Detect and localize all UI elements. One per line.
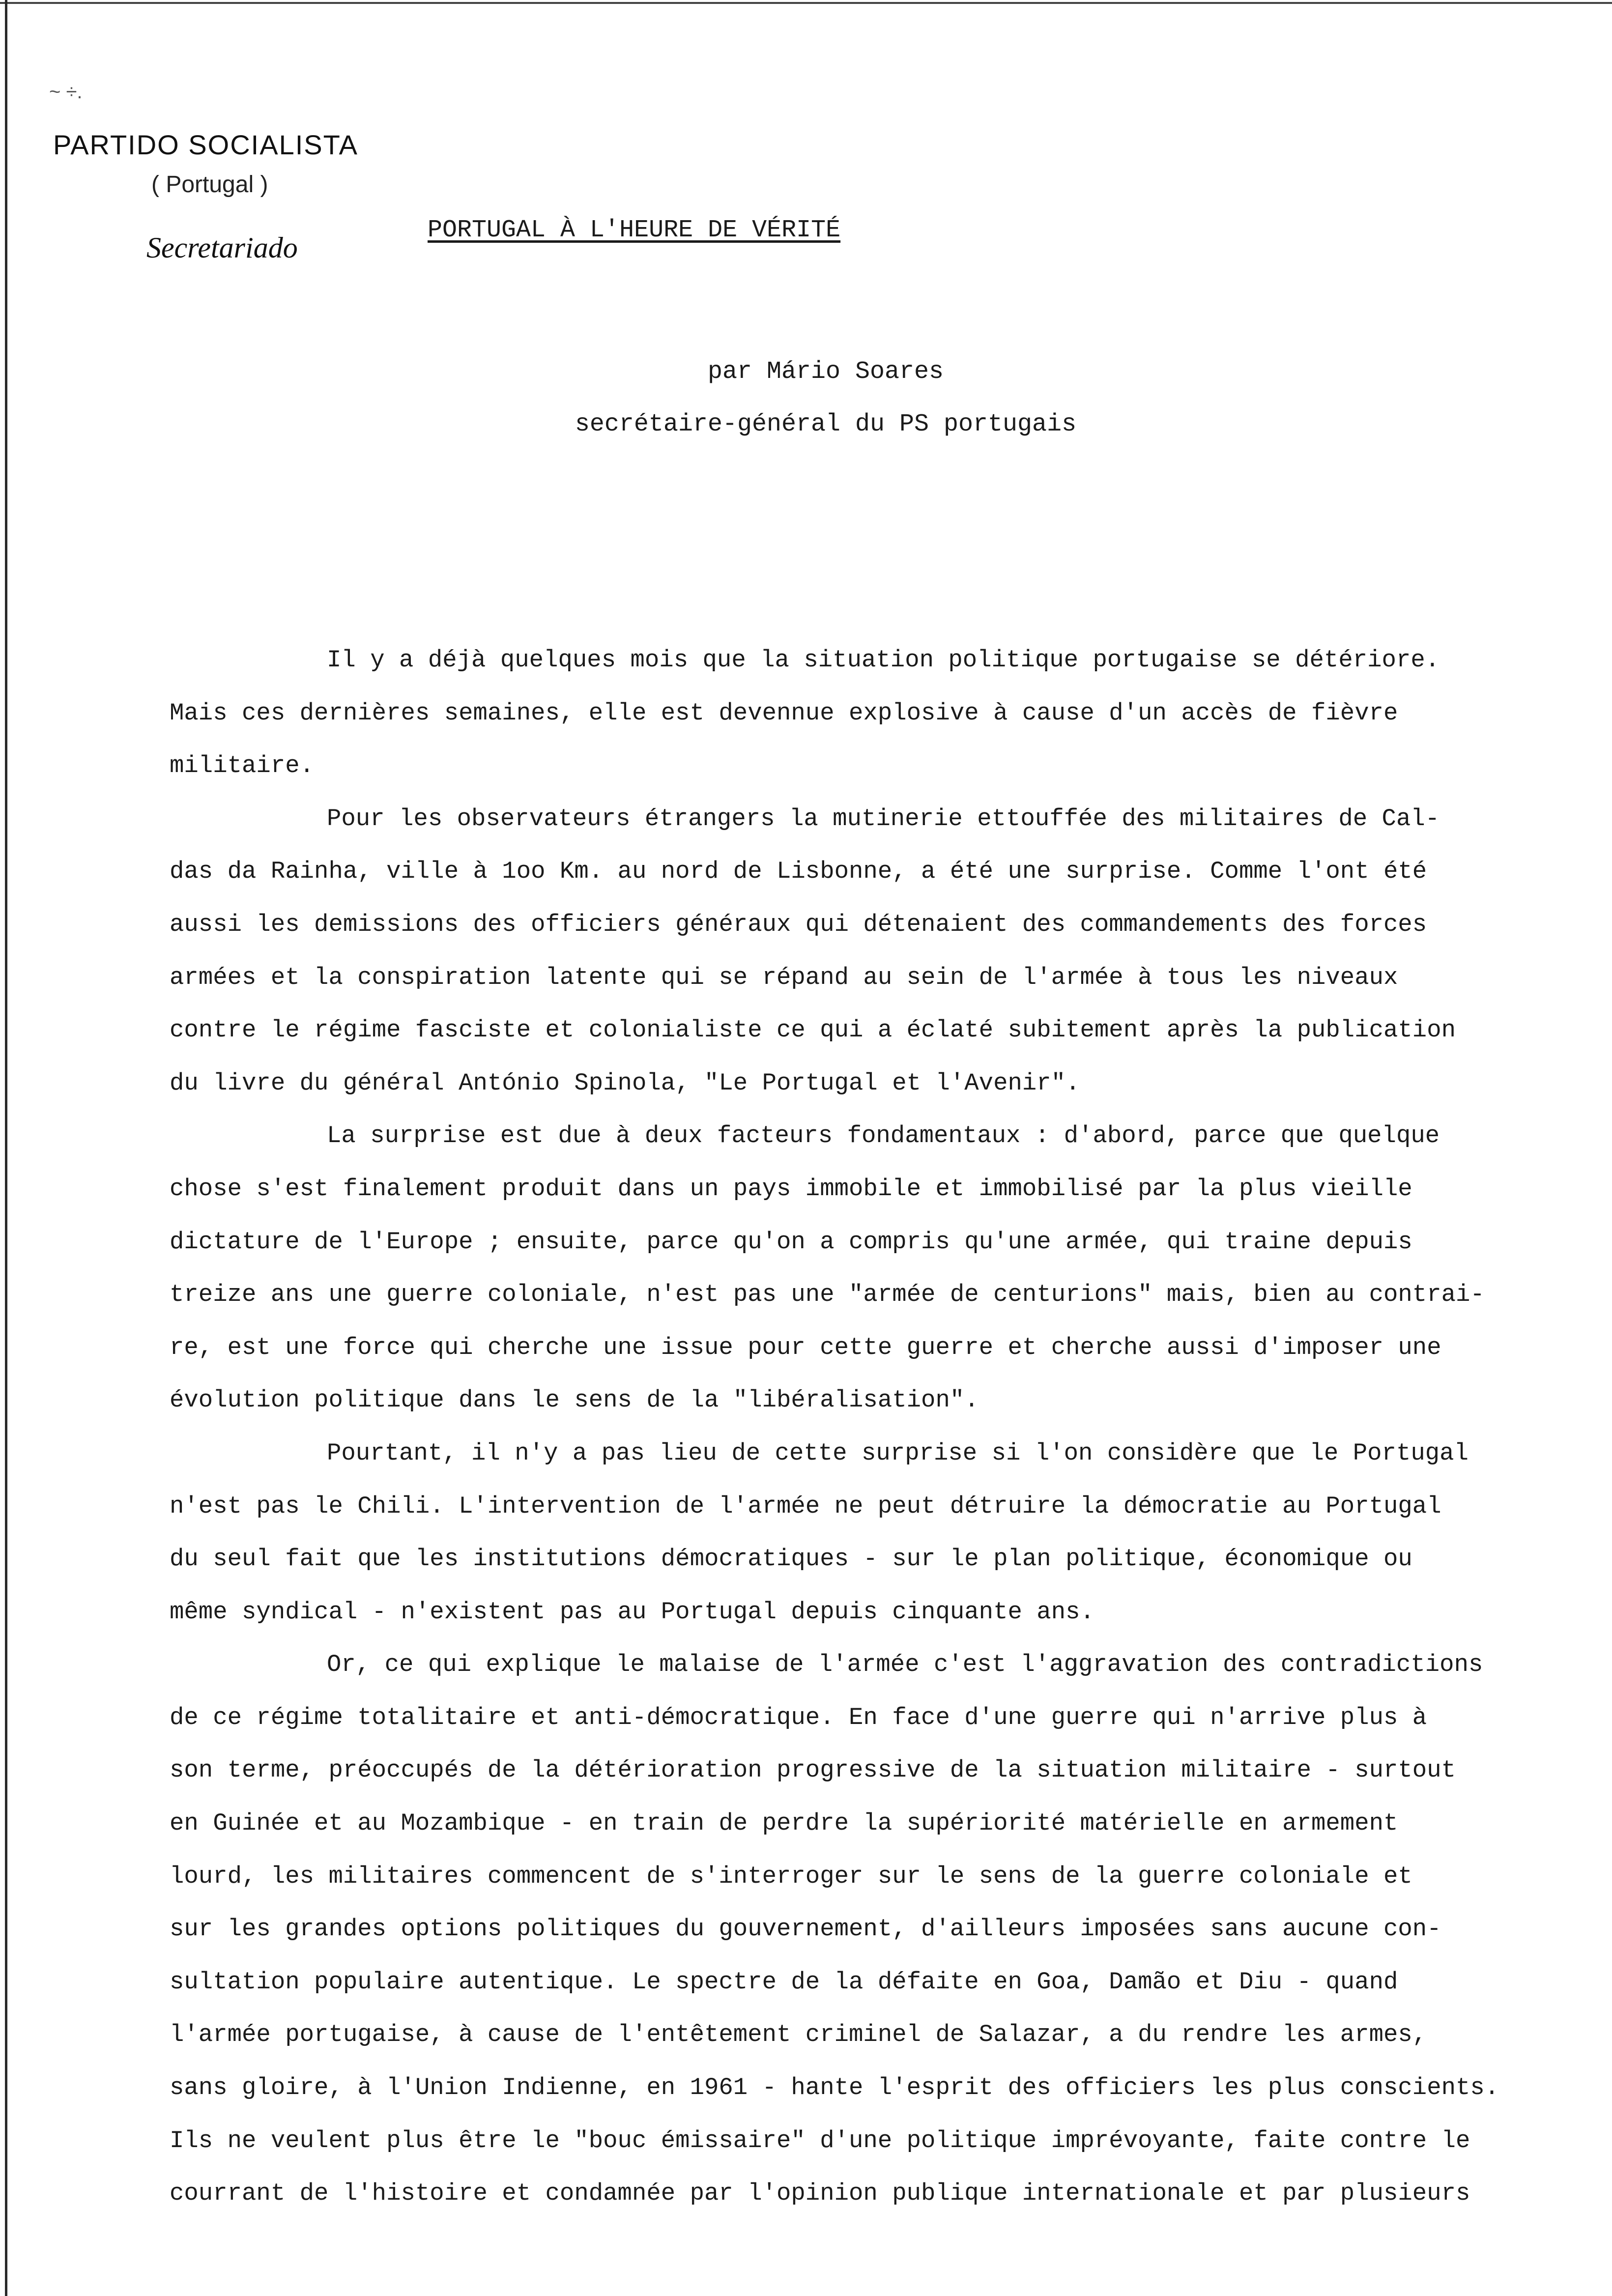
body-line: dictature de l'Europe ; ensuite, parce qu'on a compris qu'une armée, qui traine depuis bbox=[170, 1228, 1412, 1256]
body-line: Pourtant, il n'y a pas lieu de cette surprise si l'on considère que le Portugal bbox=[327, 1439, 1468, 1467]
body-line: Or, ce qui explique le malaise de l'armée c'est l'aggravation des contradictions bbox=[327, 1651, 1483, 1679]
stray-mark: ~ ÷. bbox=[49, 81, 83, 103]
body-line: son terme, préoccupés de la détérioration progressive de la situation militaire - surtout bbox=[170, 1756, 1456, 1784]
body-line: Ils ne veulent plus être le "bouc émissaire" d'une politique imprévoyante, faite contre le bbox=[170, 2126, 1470, 2154]
body-line: re, est une force qui cherche une issue pour cette guerre et cherche aussi d'imposer une bbox=[170, 1333, 1441, 1361]
body-line: lourd, les militaires commencent de s'interroger sur le sens de la guerre coloniale et bbox=[170, 1862, 1412, 1890]
scan-left-edge bbox=[5, 0, 7, 2296]
body-line: Pour les observateurs étrangers la mutinerie ettouffée des militaires de Cal- bbox=[327, 804, 1440, 832]
body-line: Il y a déjà quelques mois que la situation politique portugaise se détériore. bbox=[327, 646, 1440, 674]
letterhead-country: ( Portugal ) bbox=[151, 172, 268, 198]
body-line: même syndical - n'existent pas au Portugal depuis cinquante ans. bbox=[170, 1598, 1094, 1626]
body-line: sur les grandes options politiques du gouvernement, d'ailleurs imposées sans aucune con- bbox=[170, 1915, 1441, 1943]
body-line: l'armée portugaise, à cause de l'entêtement criminel de Salazar, a du rendre les armes, bbox=[170, 2021, 1427, 2049]
body-line: aussi les demissions des officiers généraux qui détenaient des commandements des forces bbox=[170, 910, 1427, 938]
body-line: La surprise est due à deux facteurs fondamentaux : d'abord, parce que quelque bbox=[327, 1122, 1440, 1150]
scan-top-edge bbox=[0, 2, 1612, 4]
body-line: courrant de l'histoire et condamnée par l'opinion publique internationale et par plusieurs bbox=[170, 2180, 1470, 2208]
letterhead-organization: PARTIDO SOCIALISTA bbox=[53, 129, 359, 160]
body-line: n'est pas le Chili. L'intervention de l'armée ne peut détruire la démocratie au Portugal bbox=[170, 1492, 1441, 1520]
body-line: du livre du général António Spinola, "Le Portugal et l'Avenir". bbox=[170, 1069, 1080, 1097]
body-line: du seul fait que les institutions démocratiques - sur le plan politique, économique ou bbox=[170, 1545, 1412, 1573]
body-line: contre le régime fasciste et colonialiste ce qui a éclaté subitement après la publication bbox=[170, 1016, 1456, 1044]
body-line: Mais ces dernières semaines, elle est devennue explosive à cause d'un accès de fièvre bbox=[170, 699, 1398, 727]
body-line: militaire. bbox=[170, 752, 315, 780]
byline-author: par Mário Soares bbox=[707, 358, 944, 386]
body-line: sans gloire, à l'Union Indienne, en 1961 - hante l'esprit des officiers les plus conscients. bbox=[170, 2074, 1499, 2102]
body-line: das da Rainha, ville à 1oo Km. au nord de Lisbonne, a été une surprise. Comme l'ont été bbox=[170, 858, 1427, 886]
body-line: de ce régime totalitaire et anti-démocratique. En face d'une guerre qui n'arrive plus à bbox=[170, 1703, 1427, 1731]
document-title: PORTUGAL À L'HEURE DE VÉRITÉ bbox=[428, 216, 841, 244]
body-text bbox=[170, 634, 1575, 2220]
body-line: sultation populaire autentique. Le spectre de la défaite en Goa, Damão et Diu - quand bbox=[170, 1968, 1398, 1996]
body-line: armées et la conspiration latente qui se répand au sein de l'armée à tous les niveaux bbox=[170, 963, 1398, 991]
byline-role: secrétaire-général du PS portugais bbox=[575, 410, 1077, 438]
body-line: évolution politique dans le sens de la "libéralisation". bbox=[170, 1386, 979, 1414]
body-line: chose s'est finalement produit dans un pays immobile et immobilisé par la plus vieille bbox=[170, 1175, 1412, 1203]
body-line: treize ans une guerre coloniale, n'est pas une "armée de centurions" mais, bien au contrai- bbox=[170, 1281, 1485, 1309]
body-line: en Guinée et au Mozambique - en train de perdre la supériorité matérielle en armement bbox=[170, 1809, 1398, 1837]
letterhead-department: Secretariado bbox=[146, 231, 298, 264]
